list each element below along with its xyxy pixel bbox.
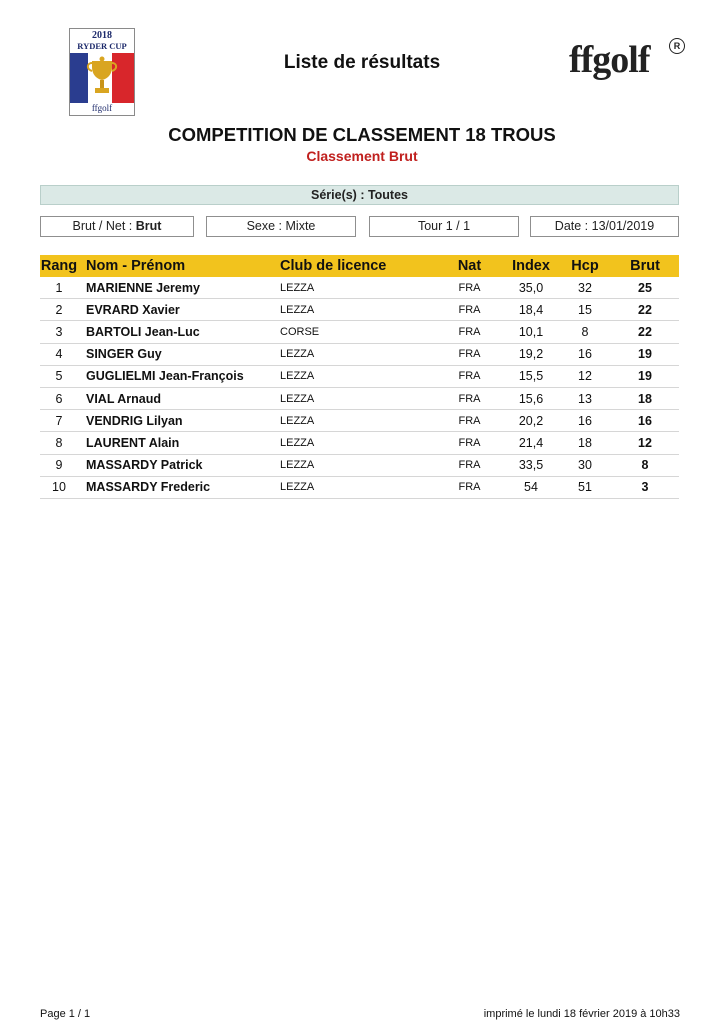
cell-index: 21,4 bbox=[503, 432, 559, 454]
cell-rang: 7 bbox=[40, 410, 78, 432]
cell-brut: 8 bbox=[611, 454, 679, 476]
cell-name: MASSARDY Frederic bbox=[78, 476, 274, 498]
results-table bbox=[40, 255, 679, 499]
brut-net-box bbox=[40, 216, 194, 237]
cell-index: 10,1 bbox=[503, 321, 559, 343]
tour-box bbox=[369, 216, 519, 237]
cell-club: LEZZA bbox=[274, 365, 436, 387]
logo-year: 2018 bbox=[92, 30, 112, 41]
table-row bbox=[40, 387, 679, 409]
cell-nat: FRA bbox=[436, 299, 503, 321]
cell-index: 35,0 bbox=[503, 277, 559, 299]
cell-nat: FRA bbox=[436, 454, 503, 476]
col-header-club: Club de licence bbox=[274, 255, 436, 277]
table-row bbox=[40, 454, 679, 476]
cell-hcp: 13 bbox=[559, 387, 611, 409]
table-row bbox=[40, 321, 679, 343]
brut-net-value: Brut bbox=[135, 219, 162, 233]
date-value: Date : 13/01/2019 bbox=[554, 219, 655, 233]
sexe-label: Sexe : bbox=[246, 219, 283, 233]
cell-rang: 6 bbox=[40, 387, 78, 409]
cell-hcp: 8 bbox=[559, 321, 611, 343]
cell-brut: 19 bbox=[611, 365, 679, 387]
table-row bbox=[40, 365, 679, 387]
cell-index: 15,6 bbox=[503, 387, 559, 409]
cell-hcp: 32 bbox=[559, 277, 611, 299]
cell-rang: 9 bbox=[40, 454, 78, 476]
cell-name: SINGER Guy bbox=[78, 343, 274, 365]
competition-subtitle: Classement Brut bbox=[306, 148, 418, 164]
cell-rang: 4 bbox=[40, 343, 78, 365]
cell-brut: 25 bbox=[611, 277, 679, 299]
cell-index: 20,2 bbox=[503, 410, 559, 432]
cell-hcp: 18 bbox=[559, 432, 611, 454]
cell-rang: 8 bbox=[40, 432, 78, 454]
cell-club: CORSE bbox=[274, 321, 436, 343]
cell-brut: 22 bbox=[611, 299, 679, 321]
col-header-hcp: Hcp bbox=[559, 255, 611, 277]
col-header-index: Index bbox=[503, 255, 559, 277]
cell-rang: 2 bbox=[40, 299, 78, 321]
cell-nat: FRA bbox=[436, 343, 503, 365]
cell-rang: 10 bbox=[40, 476, 78, 498]
col-header-rang: Rang bbox=[40, 255, 78, 277]
brut-net-label: Brut / Net : bbox=[72, 219, 133, 233]
cell-index: 19,2 bbox=[503, 343, 559, 365]
table-row bbox=[40, 299, 679, 321]
cell-club: LEZZA bbox=[274, 299, 436, 321]
document-title: Liste de résultats bbox=[283, 52, 441, 73]
tour-value: Tour 1 / 1 bbox=[417, 219, 471, 233]
cell-brut: 3 bbox=[611, 476, 679, 498]
table-row bbox=[40, 277, 679, 299]
cell-nat: FRA bbox=[436, 321, 503, 343]
cell-nat: FRA bbox=[436, 365, 503, 387]
cell-name: BARTOLI Jean-Luc bbox=[78, 321, 274, 343]
cell-name: GUGLIELMI Jean-François bbox=[78, 365, 274, 387]
cell-club: LEZZA bbox=[274, 277, 436, 299]
cell-hcp: 16 bbox=[559, 410, 611, 432]
competition-title: COMPETITION DE CLASSEMENT 18 TROUS bbox=[168, 124, 556, 145]
sexe-box bbox=[206, 216, 356, 237]
cell-name: MASSARDY Patrick bbox=[78, 454, 274, 476]
logo-event: RYDER CUP bbox=[77, 41, 127, 51]
date-box bbox=[530, 216, 679, 237]
cell-hcp: 12 bbox=[559, 365, 611, 387]
cell-brut: 19 bbox=[611, 343, 679, 365]
cell-name: VENDRIG Lilyan bbox=[78, 410, 274, 432]
page-number: Page 1 / 1 bbox=[40, 1008, 91, 1020]
cell-nat: FRA bbox=[436, 410, 503, 432]
cell-rang: 5 bbox=[40, 365, 78, 387]
cell-club: LEZZA bbox=[274, 432, 436, 454]
cell-index: 33,5 bbox=[503, 454, 559, 476]
col-header-brut: Brut bbox=[611, 255, 679, 277]
cell-nat: FRA bbox=[436, 277, 503, 299]
cell-club: LEZZA bbox=[274, 410, 436, 432]
table-row bbox=[40, 432, 679, 454]
cell-nat: FRA bbox=[436, 476, 503, 498]
table-row bbox=[40, 343, 679, 365]
table-header-row bbox=[40, 255, 679, 277]
cell-index: 54 bbox=[503, 476, 559, 498]
cell-name: EVRARD Xavier bbox=[78, 299, 274, 321]
cell-club: LEZZA bbox=[274, 343, 436, 365]
cell-hcp: 30 bbox=[559, 454, 611, 476]
cell-name: VIAL Arnaud bbox=[78, 387, 274, 409]
ffgolf-logo: ffgolf bbox=[569, 39, 650, 81]
cell-hcp: 16 bbox=[559, 343, 611, 365]
cell-nat: FRA bbox=[436, 432, 503, 454]
table-row bbox=[40, 476, 679, 498]
cell-rang: 3 bbox=[40, 321, 78, 343]
cell-rang: 1 bbox=[40, 277, 78, 299]
series-bar: Série(s) : Toutes bbox=[40, 185, 679, 205]
cell-index: 15,5 bbox=[503, 365, 559, 387]
cell-club: LEZZA bbox=[274, 476, 436, 498]
cell-brut: 16 bbox=[611, 410, 679, 432]
cell-hcp: 51 bbox=[559, 476, 611, 498]
col-header-nom: Nom - Prénom bbox=[78, 255, 274, 277]
cell-brut: 18 bbox=[611, 387, 679, 409]
cell-club: LEZZA bbox=[274, 387, 436, 409]
table-row bbox=[40, 410, 679, 432]
cell-brut: 22 bbox=[611, 321, 679, 343]
cell-hcp: 15 bbox=[559, 299, 611, 321]
sexe-value: Mixte bbox=[285, 219, 316, 233]
cell-index: 18,4 bbox=[503, 299, 559, 321]
cell-nat: FRA bbox=[436, 387, 503, 409]
logo-org: ffgolf bbox=[91, 103, 113, 113]
print-timestamp: imprimé le lundi 18 février 2019 à 10h33 bbox=[483, 1008, 680, 1020]
cell-name: LAURENT Alain bbox=[78, 432, 274, 454]
col-header-nat: Nat bbox=[436, 255, 503, 277]
cell-name: MARIENNE Jeremy bbox=[78, 277, 274, 299]
cell-club: LEZZA bbox=[274, 454, 436, 476]
cell-brut: 12 bbox=[611, 432, 679, 454]
registered-icon: R bbox=[669, 38, 685, 54]
